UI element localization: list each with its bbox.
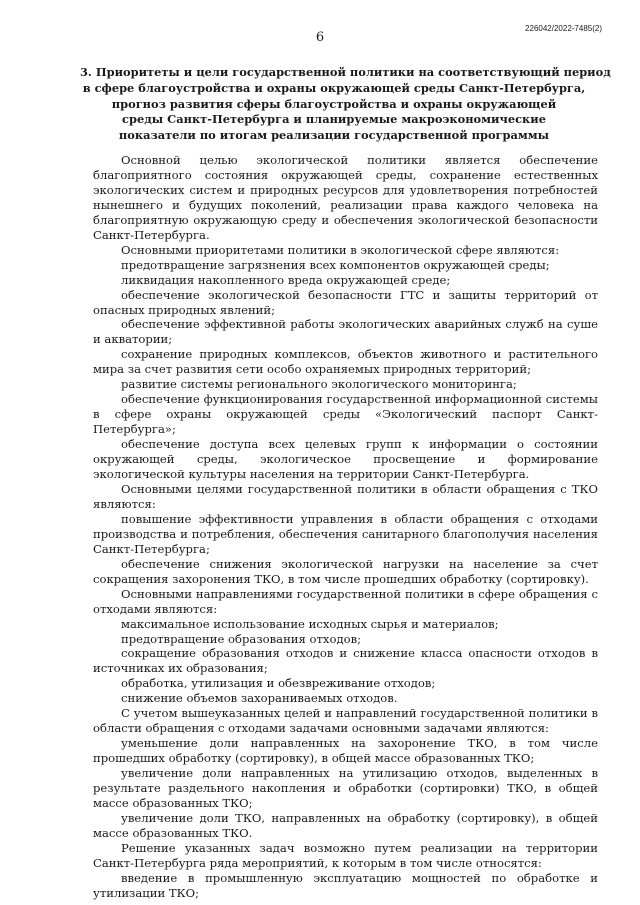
list-item: снижение объемов захораниваемых отходов. [121, 691, 398, 706]
list-item: увеличение доли ТКО, направленных на обработку (сортировку), в общей массе образованных ТКО. [93, 810, 598, 840]
list-item: увеличение доли направленных на утилизацию отходов, выделенных в результате раздельного накопления и обработки (сортировки) ТКО, в общей массе образованных ТКО; [93, 766, 598, 810]
heading-line: показатели по итогам реализации государственной программы [118, 128, 550, 143]
paragraph: Решение указанных задач возможно путем реализации на территории Санкт-Петербурга ряда мероприятий, к которым в том числе относятся: [93, 840, 598, 870]
list-item: сокращение образования отходов и снижение класса опасности отходов в источниках их образования; [93, 646, 598, 676]
list-item: предотвращение загрязнения всех компонентов окружающей среды; [121, 257, 550, 272]
list-item: уменьшение доли направленных на захоронение ТКО, в том числе прошедших обработку (сортировку), в общей массе образованных ТКО; [93, 736, 598, 766]
list-item: обеспечение эффективной работы экологических аварийных служб на суше и акватории; [93, 317, 598, 347]
list-item: ликвидация накопленного вреда окружающей среде; [121, 272, 451, 287]
list-item: развитие системы регионального экологического мониторинга; [121, 377, 517, 392]
list-item: обработка, утилизация и обезвреживание отходов; [121, 676, 436, 691]
list-item: предотвращение образования отходов; [121, 631, 361, 646]
heading-line: в сфере благоустройства и охраны окружающей среды Санкт-Петербурга, [82, 80, 586, 95]
page-number: 6 [315, 30, 325, 45]
paragraph: Основной целью экологической политики является обеспечение благоприятного состояния окружающей среды, сохранение естественных экологических систем и природных ресурсов для удовлетворения потребностей нынешнего и будущих поколений, реализации права каждого человека на благоприятную окружающую среду и обеспечения экологической безопасности Санкт-Петербурга. [93, 153, 598, 242]
document-body [93, 153, 598, 901]
list-item: обеспечение доступа всех целевых групп к информации о состоянии окружающей среды, экологическое просвещение и формирование экологической культуры населения на территории Санкт-Петербурга. [93, 437, 598, 482]
paragraph: Основными направлениями государственной политики в сфере обращения с отходами являются: [93, 586, 598, 616]
paragraph: С учетом вышеуказанных целей и направлений государственной политики в области обращения с отходами задачами основными задачами являются: [93, 706, 598, 736]
document-code: 226042/2022-7485(2) [525, 24, 602, 33]
section-heading [80, 65, 611, 144]
list-item: введение в промышленную эксплуатацию мощностей по обработке и утилизации ТКО; [93, 870, 598, 900]
list-item: сохранение природных комплексов, объектов животного и растительного мира за счет развития сети особо охраняемых природных территорий; [93, 347, 598, 377]
list-item: обеспечение снижения экологической нагрузки на население за счет сокращения захоронения ТКО, в том числе прошедших обработку (сортировку). [93, 556, 598, 586]
list-item: повышение эффективности управления в области обращения с отходами производства и потребления, обеспечения санитарного благополучия населения Санкт-Петербурга; [93, 511, 598, 556]
paragraph: Основными приоритетами политики в экологической сфере являются: [121, 242, 560, 257]
heading-line: 3. Приоритеты и цели государственной политики на соответствующий период [80, 65, 611, 79]
paragraph: Основными целями государственной политики в области обращения с ТКО являются: [93, 481, 598, 511]
list-item: максимальное использование исходных сырья и материалов; [121, 616, 499, 631]
heading-line: прогноз развития сферы благоустройства и охраны окружающей [111, 96, 557, 111]
list-item: обеспечение экологической безопасности ГТС и защиты территорий от опасных природных явлений; [93, 287, 598, 317]
list-item: обеспечение функционирования государственной информационной системы в сфере охраны окружающей среды «Экологический паспорт Санкт-Петербурга»; [93, 392, 598, 437]
heading-line: среды Санкт-Петербурга и планируемые макроэкономические [122, 112, 546, 127]
